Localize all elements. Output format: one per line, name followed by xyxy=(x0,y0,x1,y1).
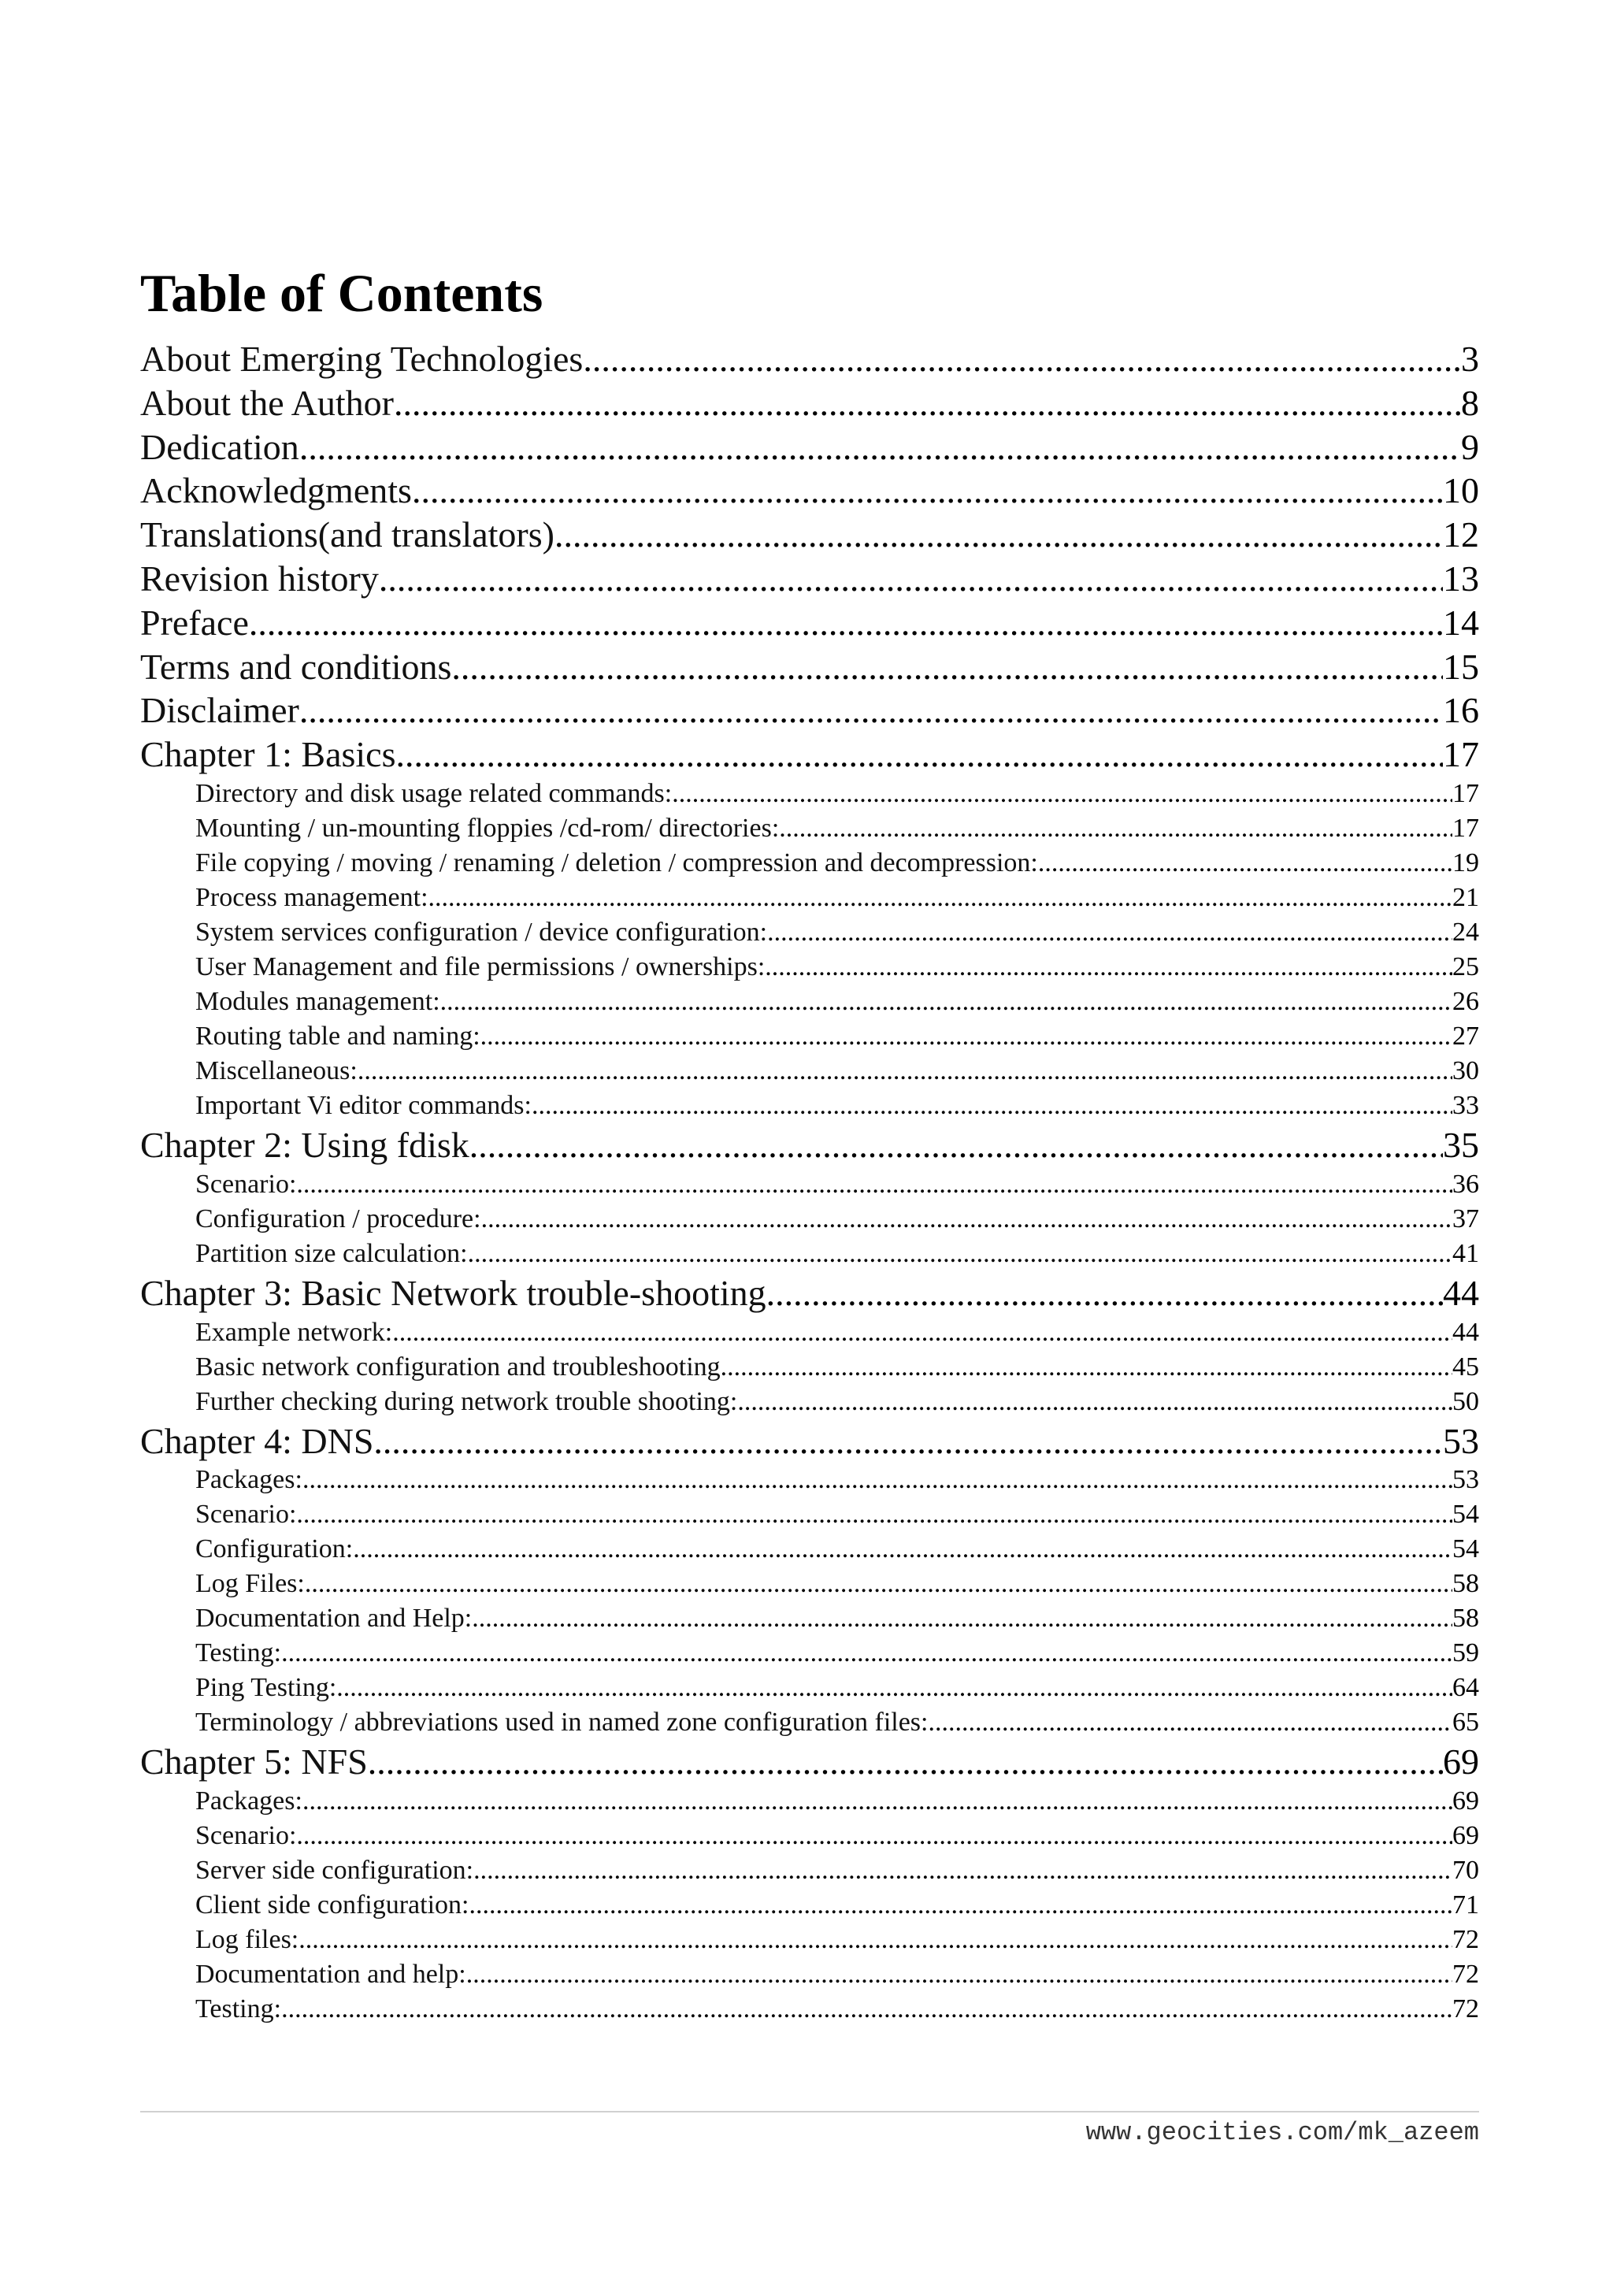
toc-dot-leader xyxy=(302,1784,1452,1819)
toc-entry-label: Scenario: xyxy=(195,1821,297,1851)
toc-chapter-entry[interactable] xyxy=(140,1740,1479,1784)
toc-dot-leader xyxy=(281,1636,1452,1671)
toc-chapter-entry[interactable] xyxy=(140,1271,1479,1315)
toc-section-entry[interactable] xyxy=(140,846,1479,881)
toc-entry-page-number: 17 xyxy=(1443,734,1479,775)
toc-entry-label: Log Files: xyxy=(195,1569,305,1599)
toc-entry-label: Important Vi editor commands: xyxy=(195,1090,532,1120)
toc-dot-leader xyxy=(358,1054,1452,1089)
toc-entry-label: Mounting / un-mounting floppies /cd-rom/ directories: xyxy=(195,813,780,843)
toc-entry-label: Testing: xyxy=(195,1994,282,2024)
toc-section-entry[interactable] xyxy=(140,811,1479,846)
toc-dot-leader xyxy=(928,1705,1452,1740)
toc-dot-leader xyxy=(373,1419,1443,1463)
toc-dot-leader xyxy=(305,1567,1452,1601)
toc-section-entry[interactable] xyxy=(140,1497,1479,1532)
toc-chapter-entry[interactable] xyxy=(140,513,1479,557)
toc-entry-page-number: 54 xyxy=(1452,1500,1479,1530)
toc-dot-leader xyxy=(296,1497,1452,1532)
toc-dot-leader xyxy=(379,557,1443,601)
toc-entry-label: Packages: xyxy=(195,1465,302,1495)
toc-entry-label: Chapter 4: DNS xyxy=(140,1420,374,1461)
toc-entry-label: Revision history xyxy=(140,558,379,599)
toc-dot-leader xyxy=(721,1350,1452,1385)
toc-entry-page-number: 37 xyxy=(1452,1204,1479,1233)
toc-dot-leader xyxy=(428,881,1452,915)
toc-section-entry[interactable] xyxy=(140,1819,1479,1853)
toc-entry-page-number: 69 xyxy=(1443,1741,1479,1782)
toc-entry-label: Modules management: xyxy=(195,986,440,1016)
toc-entry-label: Routing table and naming: xyxy=(195,1021,480,1051)
toc-dot-leader xyxy=(481,1202,1452,1237)
toc-section-entry[interactable] xyxy=(140,1923,1479,1957)
toc-entry-page-number: 69 xyxy=(1452,1821,1479,1851)
toc-entry-label: Miscellaneous: xyxy=(195,1055,358,1085)
toc-entry-page-number: 71 xyxy=(1452,1890,1479,1920)
toc-section-entry[interactable] xyxy=(140,1853,1479,1888)
toc-entry-page-number: 12 xyxy=(1443,514,1479,555)
toc-dot-leader xyxy=(469,1888,1453,1923)
toc-entry-page-number: 44 xyxy=(1443,1272,1479,1313)
toc-entry-label: Client side configuration: xyxy=(195,1890,469,1920)
toc-chapter-entry[interactable] xyxy=(140,645,1479,689)
toc-entry-label: Terminology / abbreviations used in named zone configuration files: xyxy=(195,1708,929,1738)
toc-entry-page-number: 16 xyxy=(1443,690,1479,731)
toc-section-entry[interactable] xyxy=(140,915,1479,950)
toc-entry-page-number: 9 xyxy=(1461,426,1479,467)
toc-entry-page-number: 30 xyxy=(1452,1055,1479,1085)
toc-section-entry[interactable] xyxy=(140,1567,1479,1601)
toc-section-entry[interactable] xyxy=(140,1089,1479,1123)
toc-entry-label: File copying / moving / renaming / deletion / compression and decompression: xyxy=(195,848,1038,877)
toc-entry-page-number: 25 xyxy=(1452,951,1479,981)
toc-dot-leader xyxy=(392,1315,1452,1350)
toc-entry-label: Packages: xyxy=(195,1786,302,1816)
toc-entry-page-number: 72 xyxy=(1452,1960,1479,1990)
toc-dot-leader xyxy=(672,777,1452,811)
toc-entry-label: Chapter 2: Using fdisk xyxy=(140,1124,469,1165)
toc-chapter-entry[interactable] xyxy=(140,733,1479,777)
toc-dot-leader xyxy=(554,513,1443,557)
toc-list xyxy=(140,337,1479,2027)
toc-dot-leader xyxy=(296,1819,1452,1853)
toc-dot-leader xyxy=(473,1853,1452,1888)
toc-entry-page-number: 14 xyxy=(1443,602,1479,643)
toc-chapter-entry[interactable] xyxy=(140,688,1479,733)
toc-section-entry[interactable] xyxy=(140,881,1479,915)
toc-dot-leader xyxy=(440,985,1452,1019)
toc-dot-leader xyxy=(281,1992,1452,2027)
toc-entry-page-number: 3 xyxy=(1461,339,1479,379)
toc-section-entry[interactable] xyxy=(140,1019,1479,1054)
toc-dot-leader xyxy=(466,1957,1452,1992)
toc-entry-page-number: 72 xyxy=(1452,1925,1479,1955)
toc-entry-label: Acknowledgments xyxy=(140,470,412,511)
toc-section-entry[interactable] xyxy=(140,1784,1479,1819)
toc-dot-leader xyxy=(480,1019,1452,1054)
toc-dot-leader xyxy=(767,915,1452,950)
toc-entry-label: Further checking during network trouble shooting: xyxy=(195,1386,738,1416)
toc-dot-leader xyxy=(765,950,1452,985)
toc-entry-label: Disclaimer xyxy=(140,690,299,731)
toc-chapter-entry[interactable] xyxy=(140,381,1479,425)
toc-entry-label: About Emerging Technologies xyxy=(140,339,584,379)
toc-entry-label: Directory and disk usage related commands: xyxy=(195,778,673,808)
toc-entry-label: Server side configuration: xyxy=(195,1856,474,1886)
toc-entry-label: Terms and conditions xyxy=(140,646,452,687)
toc-entry-page-number: 44 xyxy=(1452,1317,1479,1347)
toc-entry-label: Documentation and help: xyxy=(195,1960,466,1990)
toc-entry-page-number: 72 xyxy=(1452,1994,1479,2024)
toc-entry-label: Basic network configuration and troubleshooting xyxy=(195,1352,721,1382)
toc-section-entry[interactable] xyxy=(140,1463,1479,1497)
toc-chapter-entry[interactable] xyxy=(140,1123,1479,1167)
toc-chapter-entry[interactable] xyxy=(140,601,1479,645)
toc-section-entry[interactable] xyxy=(140,1532,1479,1567)
footer-url: www.geocities.com/mk_azeem xyxy=(1085,2118,1479,2147)
toc-dot-leader xyxy=(302,1463,1452,1497)
toc-entry-page-number: 50 xyxy=(1452,1386,1479,1416)
toc-entry-page-number: 69 xyxy=(1452,1786,1479,1816)
toc-entry-label: Documentation and Help: xyxy=(195,1604,473,1634)
toc-dot-leader xyxy=(532,1089,1452,1123)
toc-entry-label: Translations(and translators) xyxy=(140,514,554,555)
toc-entry-page-number: 64 xyxy=(1452,1673,1479,1703)
toc-section-entry[interactable] xyxy=(140,1237,1479,1271)
toc-entry-page-number: 13 xyxy=(1443,558,1479,599)
toc-entry-page-number: 53 xyxy=(1452,1465,1479,1495)
toc-section-entry[interactable] xyxy=(140,1705,1479,1740)
toc-dot-leader xyxy=(249,601,1443,645)
toc-entry-label: Configuration: xyxy=(195,1534,354,1564)
toc-entry-page-number: 58 xyxy=(1452,1604,1479,1634)
toc-entry-page-number: 24 xyxy=(1452,917,1479,947)
toc-dot-leader xyxy=(472,1601,1452,1636)
toc-entry-label: Scenario: xyxy=(195,1500,297,1530)
toc-dot-leader xyxy=(779,811,1452,846)
toc-section-entry[interactable] xyxy=(140,1888,1479,1923)
toc-entry-label: About the Author xyxy=(140,382,394,423)
toc-section-entry[interactable] xyxy=(140,1202,1479,1237)
toc-chapter-entry[interactable] xyxy=(140,425,1479,469)
toc-entry-page-number: 15 xyxy=(1443,646,1479,687)
toc-entry-label: Chapter 3: Basic Network trouble-shooting xyxy=(140,1272,766,1313)
toc-section-entry[interactable] xyxy=(140,985,1479,1019)
toc-section-entry[interactable] xyxy=(140,1350,1479,1385)
toc-dot-leader xyxy=(299,425,1461,469)
toc-entry-page-number: 17 xyxy=(1452,813,1479,843)
toc-entry-label: Preface xyxy=(140,602,249,643)
toc-chapter-entry[interactable] xyxy=(140,1419,1479,1463)
toc-entry-page-number: 19 xyxy=(1452,848,1479,877)
toc-section-entry[interactable] xyxy=(140,1992,1479,2027)
toc-dot-leader xyxy=(1038,846,1452,881)
toc-entry-page-number: 33 xyxy=(1452,1090,1479,1120)
toc-entry-label: Testing: xyxy=(195,1638,282,1668)
toc-entry-page-number: 54 xyxy=(1452,1534,1479,1564)
toc-entry-label: Partition size calculation: xyxy=(195,1238,468,1268)
toc-dot-leader xyxy=(583,337,1461,381)
toc-entry-page-number: 41 xyxy=(1452,1238,1479,1268)
toc-entry-label: Scenario: xyxy=(195,1169,297,1199)
toc-entry-page-number: 70 xyxy=(1452,1856,1479,1886)
toc-entry-page-number: 8 xyxy=(1461,382,1479,423)
toc-entry-label: Configuration / procedure: xyxy=(195,1204,481,1233)
toc-dot-leader xyxy=(737,1385,1452,1419)
toc-entry-label: Chapter 1: Basics xyxy=(140,734,396,775)
toc-dot-leader xyxy=(412,469,1443,513)
toc-chapter-entry[interactable] xyxy=(140,337,1479,381)
toc-section-entry[interactable] xyxy=(140,1671,1479,1705)
toc-section-entry[interactable] xyxy=(140,1957,1479,1992)
toc-section-entry[interactable] xyxy=(140,1315,1479,1350)
toc-dot-leader xyxy=(394,381,1461,425)
toc-dot-leader xyxy=(396,733,1444,777)
toc-entry-page-number: 21 xyxy=(1452,882,1479,912)
toc-section-entry[interactable] xyxy=(140,1167,1479,1202)
toc-entry-label: System services configuration / device configuration: xyxy=(195,917,768,947)
toc-title: Table of Contents xyxy=(140,263,543,323)
toc-dot-leader xyxy=(298,1923,1452,1957)
toc-chapter-entry[interactable] xyxy=(140,557,1479,601)
toc-chapter-entry[interactable] xyxy=(140,469,1479,513)
toc-entry-page-number: 65 xyxy=(1452,1708,1479,1738)
toc-entry-page-number: 27 xyxy=(1452,1021,1479,1051)
toc-entry-page-number: 35 xyxy=(1443,1124,1479,1165)
toc-section-entry[interactable] xyxy=(140,1054,1479,1089)
toc-entry-page-number: 36 xyxy=(1452,1169,1479,1199)
toc-entry-page-number: 10 xyxy=(1443,470,1479,511)
toc-entry-label: User Management and file permissions / ownerships: xyxy=(195,951,766,981)
toc-section-entry[interactable] xyxy=(140,777,1479,811)
toc-entry-page-number: 26 xyxy=(1452,986,1479,1016)
footer-divider xyxy=(140,2111,1479,2112)
toc-section-entry[interactable] xyxy=(140,1601,1479,1636)
toc-entry-label: Log files: xyxy=(195,1925,299,1955)
toc-entry-page-number: 59 xyxy=(1452,1638,1479,1668)
toc-dot-leader xyxy=(353,1532,1452,1567)
toc-dot-leader xyxy=(299,688,1443,733)
toc-entry-page-number: 53 xyxy=(1443,1420,1479,1461)
toc-dot-leader xyxy=(469,1123,1443,1167)
toc-entry-page-number: 58 xyxy=(1452,1569,1479,1599)
toc-dot-leader xyxy=(451,645,1443,689)
toc-dot-leader xyxy=(468,1237,1452,1271)
toc-entry-label: Dedication xyxy=(140,426,299,467)
page-content xyxy=(140,261,1479,2027)
toc-dot-leader xyxy=(766,1271,1443,1315)
toc-dot-leader xyxy=(336,1671,1452,1705)
toc-entry-page-number: 45 xyxy=(1452,1352,1479,1382)
toc-section-entry[interactable] xyxy=(140,950,1479,985)
toc-entry-label: Chapter 5: NFS xyxy=(140,1741,368,1782)
toc-entry-label: Process management: xyxy=(195,882,428,912)
toc-dot-leader xyxy=(296,1167,1452,1202)
toc-dot-leader xyxy=(368,1740,1443,1784)
toc-entry-label: Example network: xyxy=(195,1317,393,1347)
toc-entry-label: Ping Testing: xyxy=(195,1673,337,1703)
toc-section-entry[interactable] xyxy=(140,1385,1479,1419)
toc-section-entry[interactable] xyxy=(140,1636,1479,1671)
toc-entry-page-number: 17 xyxy=(1452,778,1479,808)
